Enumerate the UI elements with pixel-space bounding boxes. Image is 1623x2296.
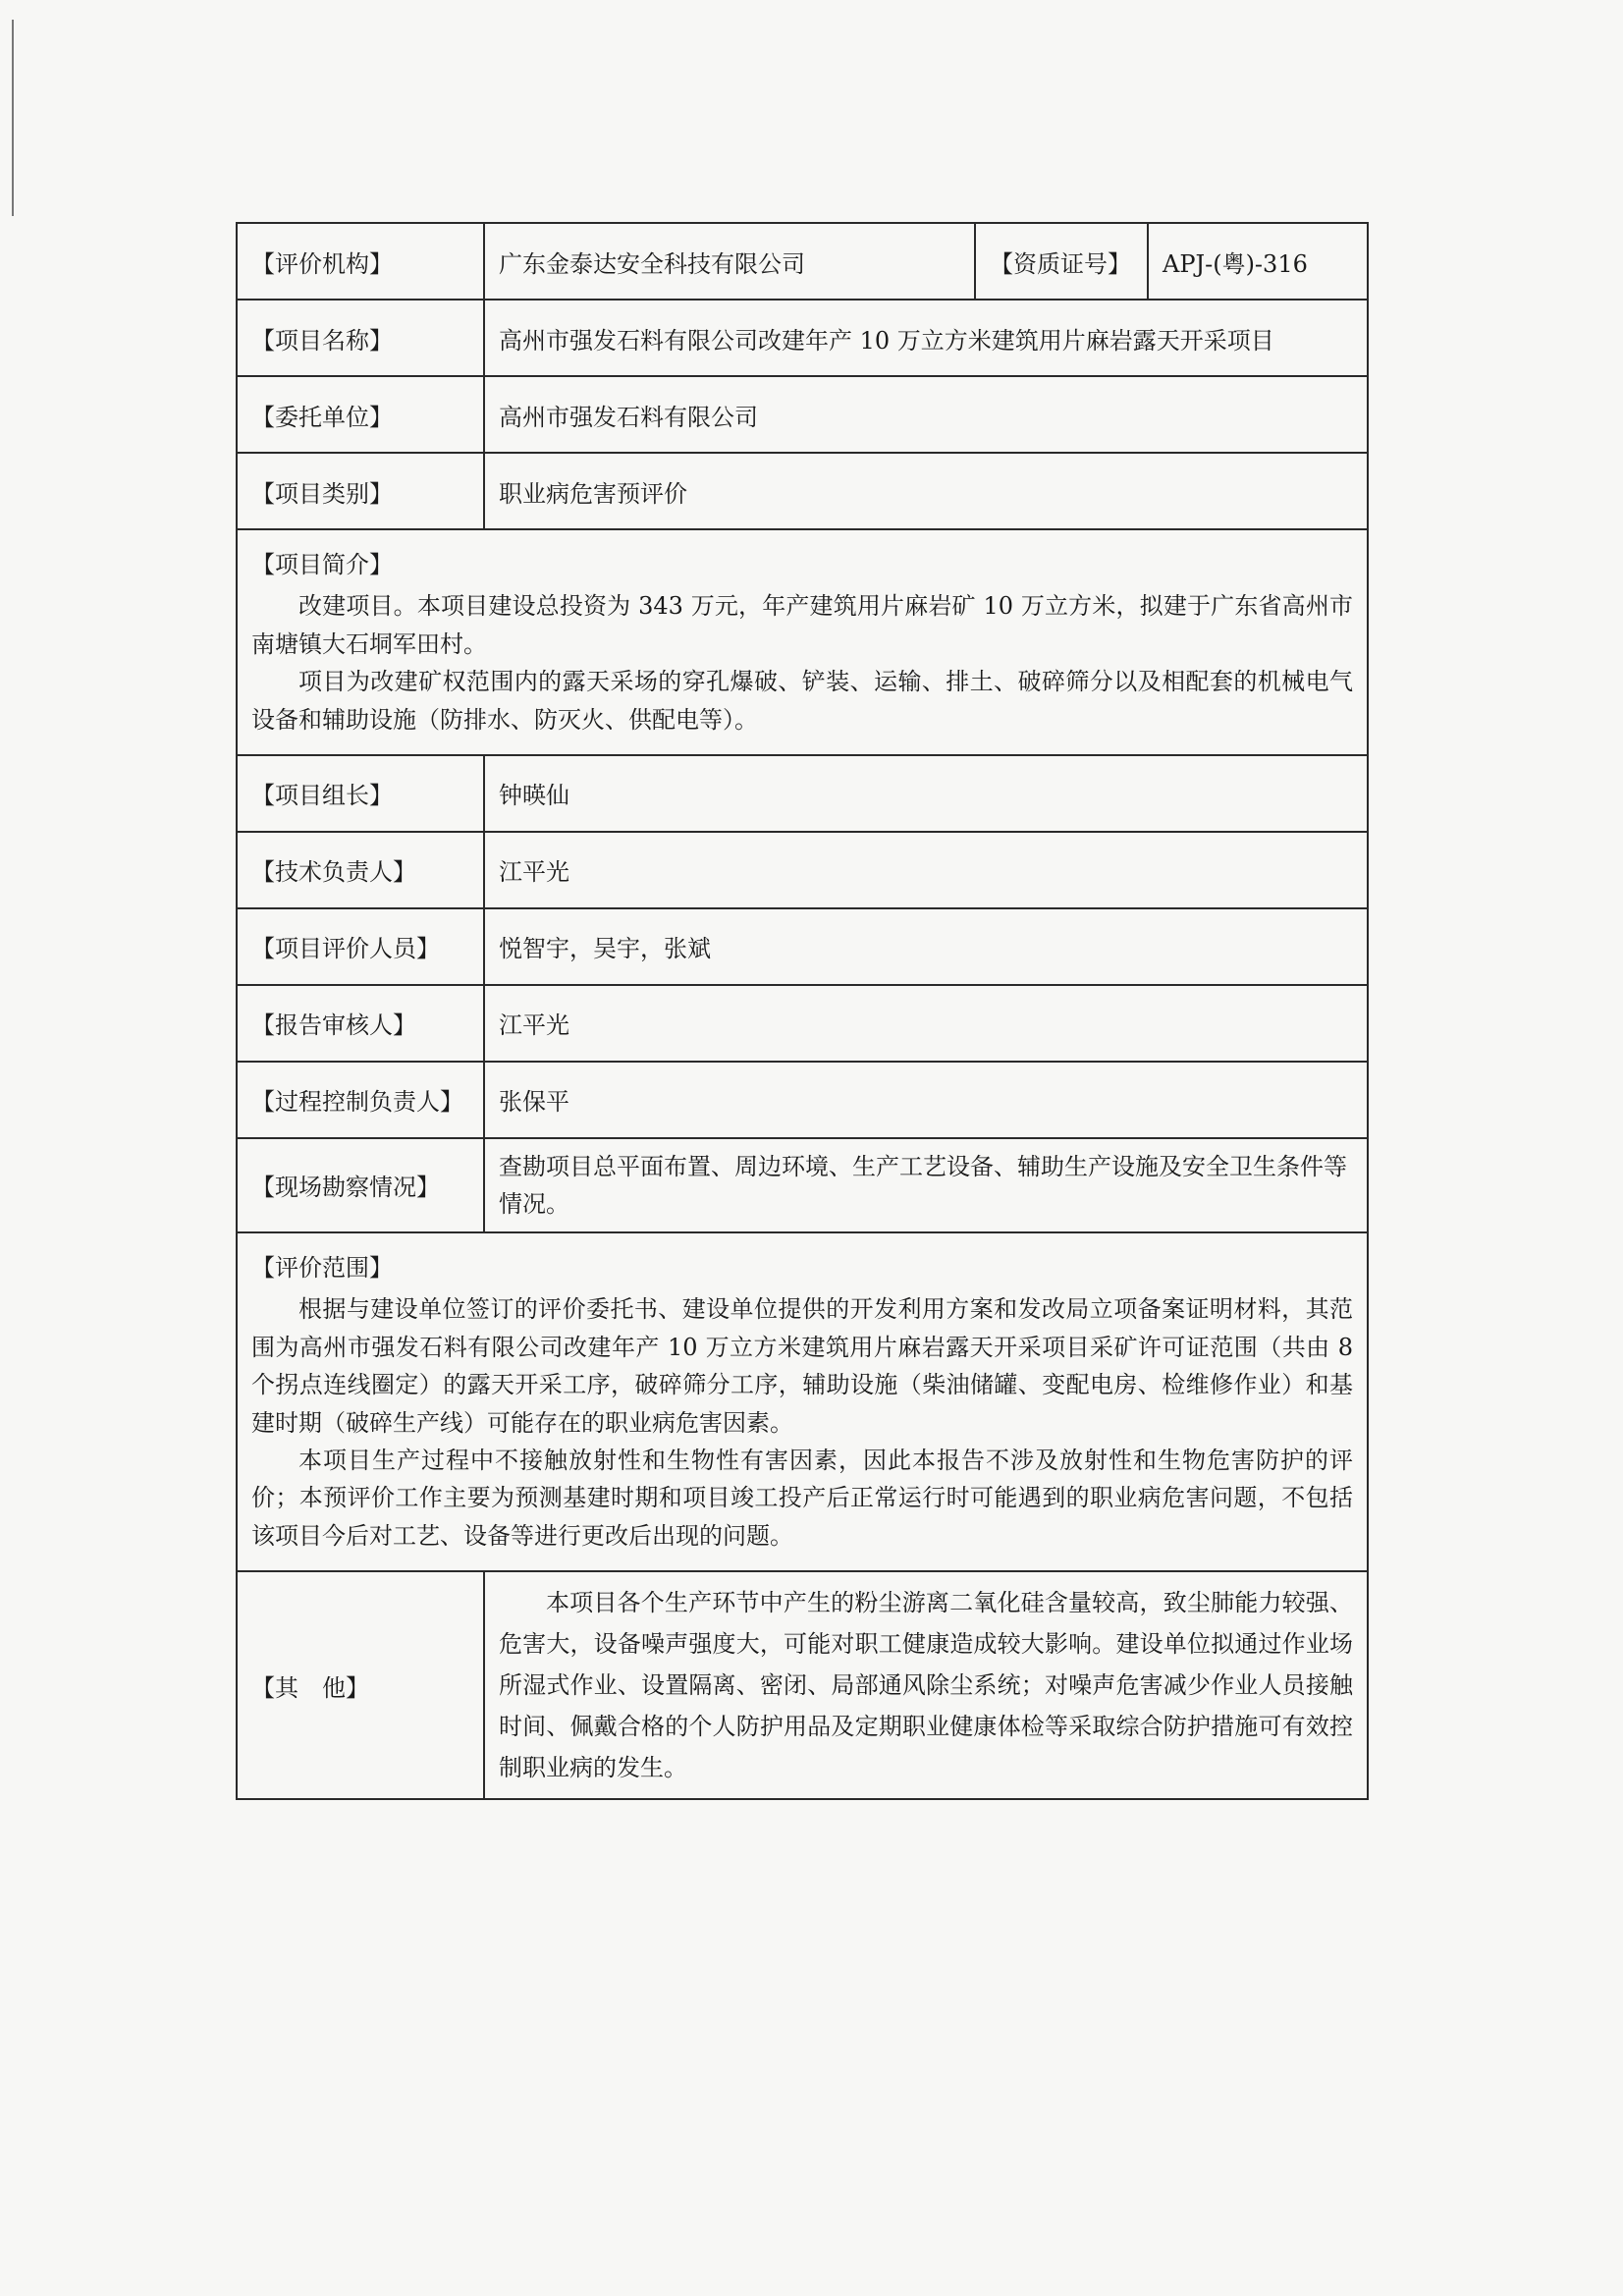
evaluators-value: 悦智宇，吴宇，张斌 (484, 908, 1368, 985)
tech-label: 【技术负责人】 (237, 832, 484, 908)
row-project-leader (237, 755, 1368, 832)
scope-paragraph-2: 本项目生产过程中不接触放射性和生物性有害因素，因此本报告不涉及放射性和生物危害防护的评价；本预评价工作主要为预测基建时期和项目竣工投产后正常运行时可能遇到的职业病危害问题，不包括该项目今后对工艺、设备等进行更改后出现的问题。 (251, 1446, 1353, 1550)
category-value: 职业病危害预评价 (484, 453, 1368, 529)
site-value: 查勘项目总平面布置、周边环境、生产工艺设备、辅助生产设施及安全卫生条件等情况。 (484, 1138, 1368, 1232)
intro-paragraph-2: 项目为改建矿权范围内的露天采场的穿孔爆破、铲装、运输、排土、破碎筛分以及相配套的机械电气设备和辅助设施（防排水、防灭火、供配电等）。 (251, 668, 1353, 734)
row-reviewer (237, 985, 1368, 1062)
cert-value: APJ-(粤)-316 (1148, 223, 1368, 300)
scan-edge-line (12, 20, 14, 216)
reviewer-value: 江平光 (484, 985, 1368, 1062)
row-evaluators (237, 908, 1368, 985)
scope-label: 【评价范围】 (251, 1253, 393, 1282)
scope-cell (237, 1232, 1368, 1571)
cert-label: 【资质证号】 (975, 223, 1148, 300)
client-label: 【委托单位】 (237, 376, 484, 453)
leader-value: 钟暎仙 (484, 755, 1368, 832)
row-project-name (237, 300, 1368, 376)
other-value: 本项目各个生产环节中产生的粉尘游离二氧化硅含量较高，致尘肺能力较强、危害大，设备噪声强度大，可能对职工健康造成较大影响。建设单位拟通过作业场所湿式作业、设置隔离、密闭、局部通风除尘系统；对噪声危害减少作业人员接触时间、佩戴合格的个人防护用品及定期职业健康体检等采取综合防护措施可有效控制职业病的发生。 (484, 1571, 1368, 1799)
intro-cell (237, 529, 1368, 755)
row-evaluation-org (237, 223, 1368, 300)
row-site-survey (237, 1138, 1368, 1232)
tech-value: 江平光 (484, 832, 1368, 908)
evaluators-label: 【项目评价人员】 (237, 908, 484, 985)
row-other (237, 1571, 1368, 1799)
process-label: 【过程控制负责人】 (237, 1062, 484, 1138)
org-value: 广东金泰达安全科技有限公司 (484, 223, 975, 300)
scope-paragraph-1: 根据与建设单位签订的评价委托书、建设单位提供的开发利用方案和发改局立项备案证明材料，其范围为高州市强发石料有限公司改建年产 10 万立方米建筑用片麻岩露天开采项目采矿许可证范围（共由 8 个拐点连线圈定）的露天开采工序，破碎筛分工序，辅助设施（柴油储罐、变配电房、检维修作业）和基建时期（破碎生产线）可能存在的职业病危害因素。 (251, 1295, 1353, 1437)
row-client (237, 376, 1368, 453)
other-label: 【其 他】 (237, 1571, 484, 1799)
row-evaluation-scope (237, 1232, 1368, 1571)
reviewer-label: 【报告审核人】 (237, 985, 484, 1062)
intro-paragraph-1: 改建项目。本项目建设总投资为 343 万元，年产建筑用片麻岩矿 10 万立方米，拟建于广东省高州市南塘镇大石垌军田村。 (251, 592, 1353, 658)
leader-label: 【项目组长】 (237, 755, 484, 832)
org-label: 【评价机构】 (237, 223, 484, 300)
project-name-value: 高州市强发石料有限公司改建年产 10 万立方米建筑用片麻岩露天开采项目 (484, 300, 1368, 376)
intro-label: 【项目简介】 (251, 551, 393, 578)
process-value: 张保平 (484, 1062, 1368, 1138)
client-value: 高州市强发石料有限公司 (484, 376, 1368, 453)
category-label: 【项目类别】 (237, 453, 484, 529)
row-category (237, 453, 1368, 529)
row-tech-lead (237, 832, 1368, 908)
project-name-label: 【项目名称】 (237, 300, 484, 376)
evaluation-info-table (236, 222, 1369, 1800)
row-process-control (237, 1062, 1368, 1138)
row-project-intro (237, 529, 1368, 755)
site-label: 【现场勘察情况】 (237, 1138, 484, 1232)
